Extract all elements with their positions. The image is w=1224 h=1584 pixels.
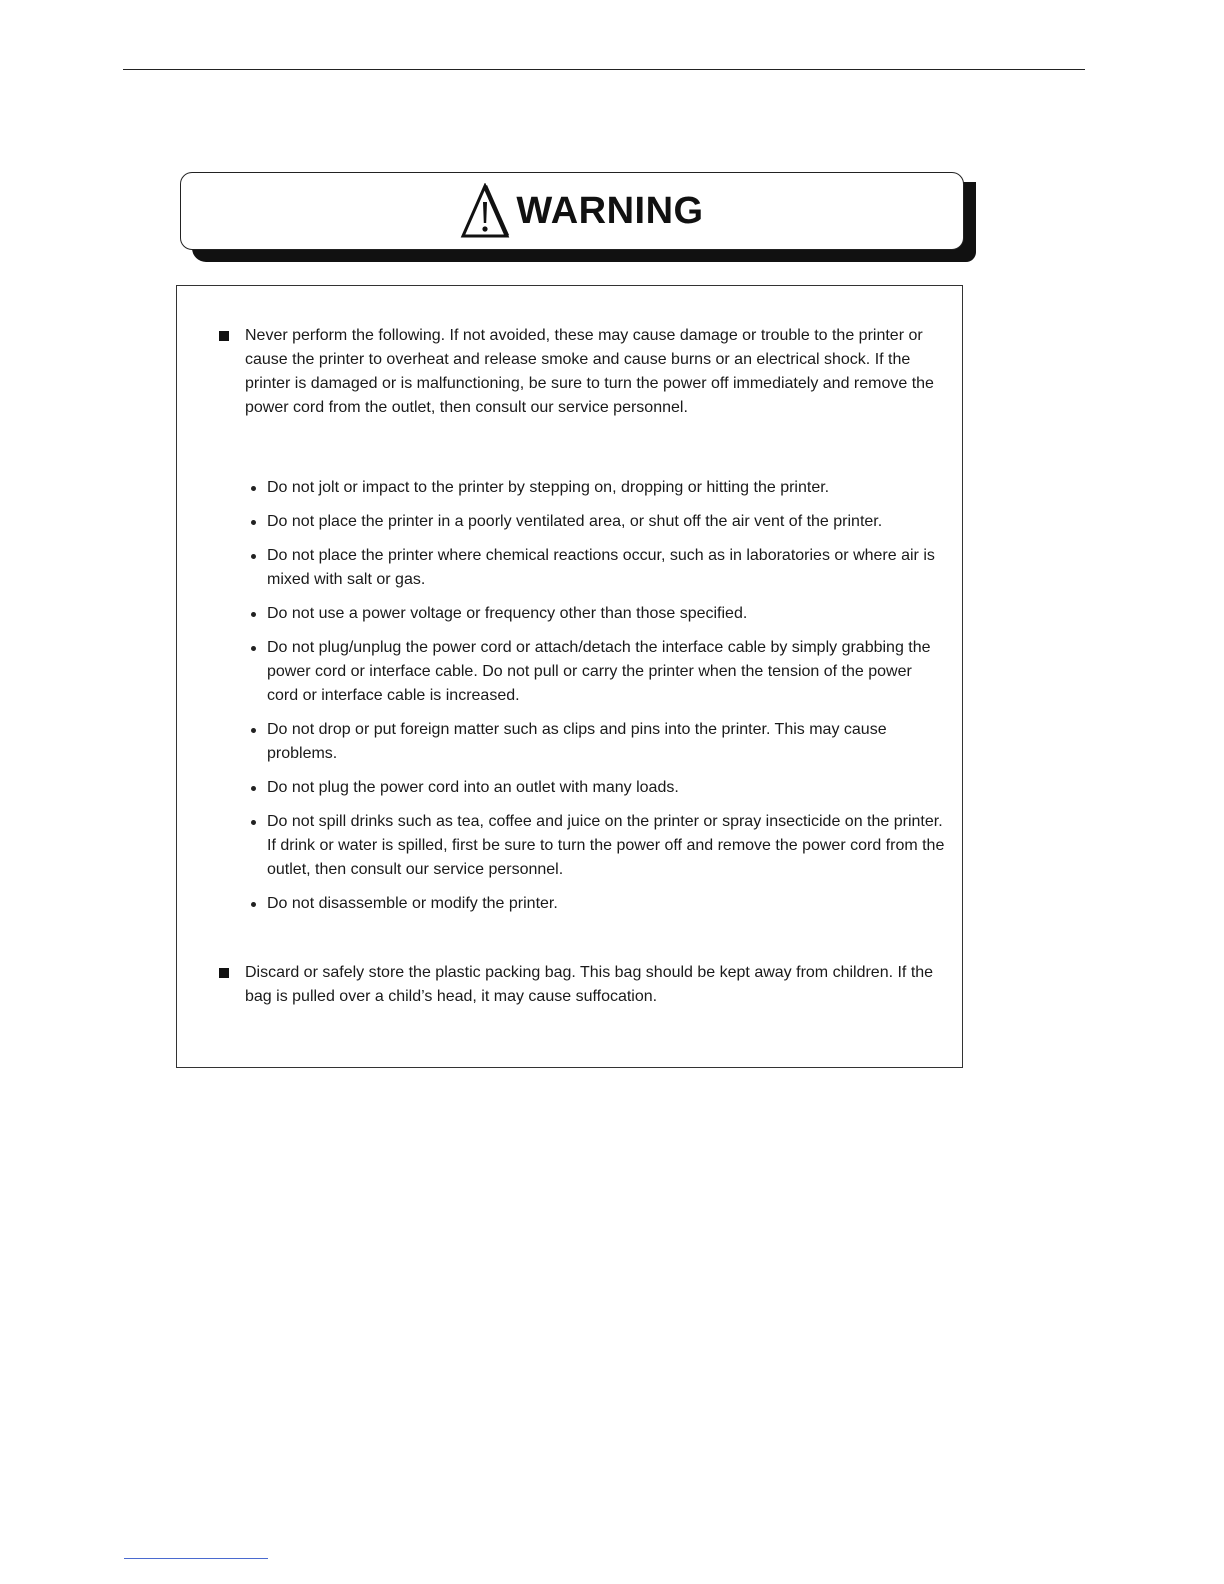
list-item (267, 602, 947, 626)
warning-triangle-icon (460, 183, 510, 239)
list-item-text: Do not plug the power cord into an outlet with many loads. (267, 779, 679, 796)
warning-content-box (176, 285, 963, 1068)
bullet-dot-icon (251, 486, 256, 491)
header-rule (123, 69, 1085, 70)
list-item (267, 892, 947, 916)
list-item-text: Do not place the printer where chemical reactions occur, such as in laboratories or where air is mixed with salt or gas. (267, 547, 935, 588)
list-item (267, 776, 947, 800)
bullet-dot-icon (251, 728, 256, 733)
list-item-text: Do not jolt or impact to the printer by stepping on, dropping or hitting the printer. (267, 479, 830, 496)
bullet-dot-icon (251, 820, 256, 825)
list-item (267, 476, 947, 500)
bullet-dot-icon (251, 554, 256, 559)
bullet-dot-icon (251, 786, 256, 791)
list-item-text: Do not drop or put foreign matter such as clips and pins into the printer. This may cause problems. (267, 721, 887, 762)
warning-banner (180, 172, 976, 264)
prohibited-actions-list (267, 476, 947, 926)
bullet-dot-icon (251, 902, 256, 907)
warning-banner-box (180, 172, 964, 250)
warning-paragraph-1 (245, 324, 945, 420)
list-item-text: Do not spill drinks such as tea, coffee and juice on the printer or spray insecticide on the printer. If drink or water is spilled, first be sure to turn the power off and remove the power cord from the outlet, then consult our service personnel. (267, 813, 945, 878)
list-item-text: Do not use a power voltage or frequency other than those specified. (267, 605, 748, 622)
warning-title: WARNING (516, 189, 704, 232)
warning-paragraph-1-text: Never perform the following. If not avoided, these may cause damage or trouble to the printer or cause the printer to overheat and release smoke and cause burns or an electrical shock. If the printer is damaged or is malfunctioning, be sure to turn the power off immediately and remove the power cord from the outlet, then consult our service personnel. (245, 327, 934, 416)
list-item (267, 636, 947, 708)
warning-paragraph-2-text: Discard or safely store the plastic packing bag. This bag should be kept away from children. If the bag is pulled over a child’s head, it may cause suffocation. (245, 964, 934, 1005)
list-item (267, 718, 947, 766)
list-item (267, 810, 947, 882)
bullet-dot-icon (251, 520, 256, 525)
list-item-text: Do not disassemble or modify the printer. (267, 895, 558, 912)
square-bullet-icon (219, 331, 229, 341)
bullet-dot-icon (251, 646, 256, 651)
warning-heading (460, 183, 703, 239)
list-item-text: Do not plug/unplug the power cord or attach/detach the interface cable by simply grabbing the power cord or interface cable. Do not pull or carry the printer when the tension of the power cord or interface cable is increased. (267, 639, 931, 704)
warning-paragraph-2 (245, 961, 945, 1009)
list-item (267, 544, 947, 592)
square-bullet-icon (219, 968, 229, 978)
bullet-dot-icon (251, 612, 256, 617)
list-item (267, 510, 947, 534)
list-item-text: Do not place the printer in a poorly ventilated area, or shut off the air vent of the printer. (267, 513, 883, 530)
footer-link-underline (124, 1558, 268, 1559)
